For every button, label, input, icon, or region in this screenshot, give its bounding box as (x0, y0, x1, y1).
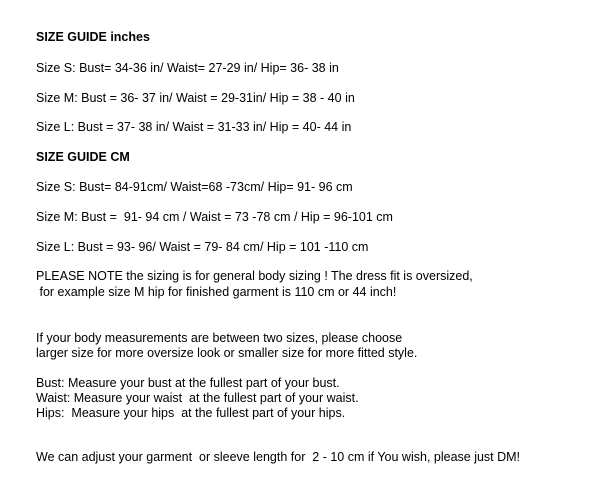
inches-size-s: Size S: Bust= 34-36 in/ Waist= 27-29 in/ Hip= 36- 38 in (36, 61, 339, 75)
cm-size-l: Size L: Bust = 93- 96/ Waist = 79- 84 cm/ Hip = 101 -110 cm (36, 240, 369, 254)
measure-bust: Bust: Measure your bust at the fullest part of your bust. (36, 376, 340, 390)
note-line-2: for example size M hip for finished garment is 110 cm or 44 inch! (36, 285, 397, 299)
between-sizes-line-2: larger size for more oversize look or smaller size for more fitted style. (36, 346, 418, 360)
between-sizes-line-1: If your body measurements are between two sizes, please choose (36, 331, 403, 345)
inches-heading: SIZE GUIDE inches (36, 30, 150, 44)
note-line-1: PLEASE NOTE the sizing is for general body sizing ! The dress fit is oversized, (36, 269, 473, 283)
measure-hips: Hips: Measure your hips at the fullest part of your hips. (36, 406, 346, 420)
inches-size-m: Size M: Bust = 36- 37 in/ Waist = 29-31in/ Hip = 38 - 40 in (36, 91, 355, 105)
measure-waist: Waist: Measure your waist at the fullest part of your waist. (36, 391, 359, 405)
cm-size-m: Size M: Bust = 91- 94 cm / Waist = 73 -78 cm / Hip = 96-101 cm (36, 210, 393, 224)
cm-size-s: Size S: Bust= 84-91cm/ Waist=68 -73cm/ Hip= 91- 96 cm (36, 180, 353, 194)
cm-heading: SIZE GUIDE CM (36, 150, 130, 164)
inches-size-l: Size L: Bust = 37- 38 in/ Waist = 31-33 in/ Hip = 40- 44 in (36, 120, 352, 134)
adjust-note: We can adjust your garment or sleeve length for 2 - 10 cm if You wish, please just DM! (36, 450, 521, 464)
